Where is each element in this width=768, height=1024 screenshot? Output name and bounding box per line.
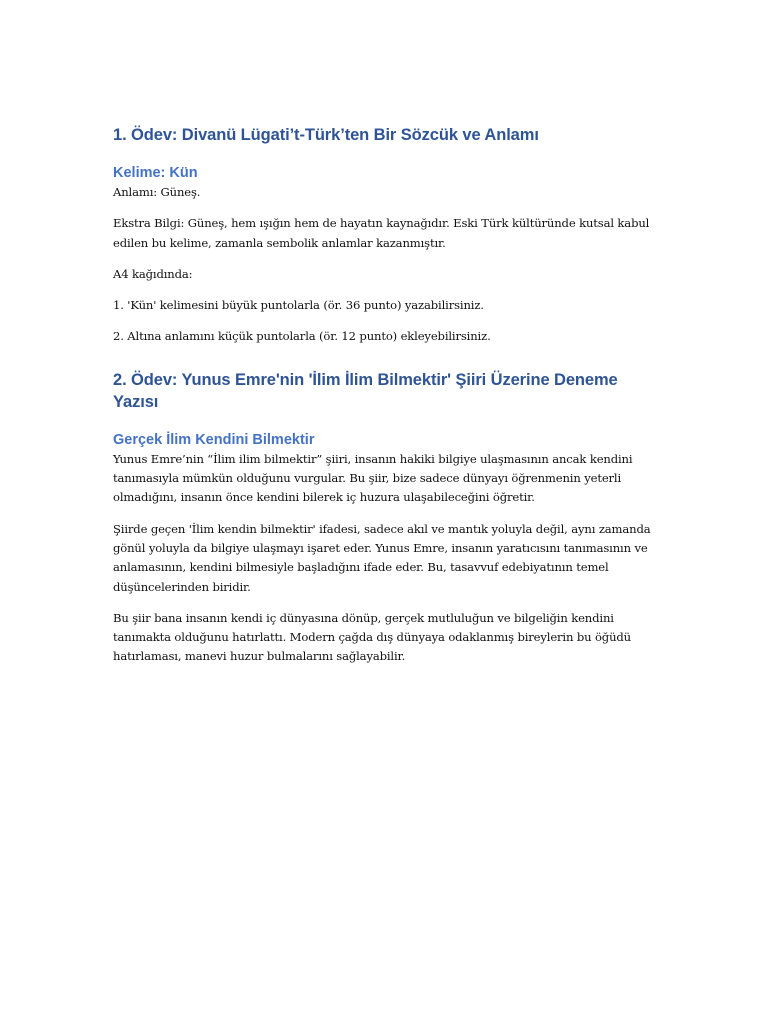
section1-step-1: 1. 'Kün' kelimesini büyük puntolarla (ör. 36 punto) yazabilirsiniz. xyxy=(113,298,484,313)
section1-meaning: Anlamı: Güneş. xyxy=(113,185,201,199)
section2-subheading: Gerçek İlim Kendini Bilmektir xyxy=(113,431,315,448)
section2-heading: 2. Ödev: Yunus Emre'nin 'İlim İlim Bilmektir' Şiiri Üzerine Deneme Yazısı xyxy=(113,370,618,411)
section1-step-2: 2. Altına anlamını küçük puntolarla (ör. 12 punto) ekleyebilirsiniz. xyxy=(113,329,491,344)
section2-paragraph-3: Bu şiir bana insanın kendi iç dünyasına dönüp, gerçek mutluluğun ve bilgeliğin kendini tanımakta olduğunu hatırlattı. Modern çağda dış dünyaya odaklanmış bireylerin bu öğüdü hatırlaması, manevi huzur bulmalarını sağlayabilir. xyxy=(113,610,631,664)
section1-extra-info: Ekstra Bilgi: Güneş, hem ışığın hem de hayatın kaynağıdır. Eski Türk kültüründe kutsal kabul edilen bu kelime, zamanla sembolik anlamlar kazanmıştır. xyxy=(113,216,650,250)
section1-a4-intro: A4 kağıdında: xyxy=(113,266,193,281)
section2-paragraph-1: Yunus Emre’nin “İlim ilim bilmektir” şiiri, insanın hakiki bilgiye ulaşmasının ancak kendini tanımasıyla mümkün olduğunu vurgular. Bu şiir, bize sadece dünyayı öğrenmenin yeterli olmadığını, insanın önce kendini bilerek iç huzura ulaşabileceğini öğretir. xyxy=(113,451,633,505)
section1-heading: 1. Ödev: Divanü Lügati’t-Türk’ten Bir Sözcük ve Anlamı xyxy=(113,126,539,144)
section1-subheading: Kelime: Kün xyxy=(113,165,198,181)
section2-paragraph-2: Şiirde geçen 'İlim kendin bilmektir' ifadesi, sadece akıl ve mantık yoluyla değil, aynı zamanda gönül yoluyla da bilgiye ulaşmayı işaret eder. Yunus Emre, insanın yaratıcısını tanımasının ve anlamasının, kendini bilmesiyle başladığını ifade eder. Bu, tasavvuf edebiyatının temel düşüncelerinden biridir. xyxy=(113,521,651,594)
